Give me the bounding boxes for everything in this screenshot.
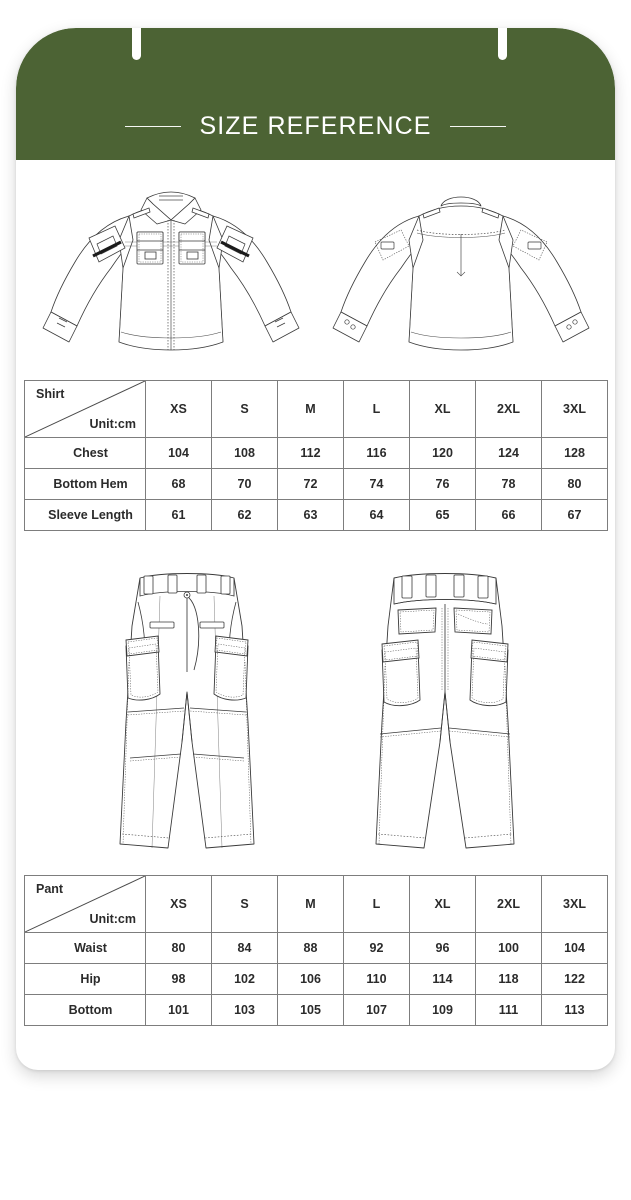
size-header-xl: XL bbox=[410, 381, 476, 438]
size-header-s: S bbox=[212, 876, 278, 933]
measurement-value: 106 bbox=[278, 964, 344, 995]
title-container bbox=[16, 112, 615, 141]
measurement-label-bottom-hem: Bottom Hem bbox=[25, 469, 146, 500]
hanger-notch-right bbox=[498, 28, 507, 60]
measurement-value: 74 bbox=[344, 469, 410, 500]
measurement-value: 101 bbox=[146, 995, 212, 1026]
measurement-label-sleeve-length: Sleeve Length bbox=[25, 500, 146, 531]
corner-header-cell bbox=[25, 876, 146, 933]
measurement-value: 113 bbox=[542, 995, 608, 1026]
size-header-l: L bbox=[344, 381, 410, 438]
measurement-value: 102 bbox=[212, 964, 278, 995]
measurement-value: 68 bbox=[146, 469, 212, 500]
measurement-value: 67 bbox=[542, 500, 608, 531]
shirt-back-illustration bbox=[327, 180, 595, 366]
size-header-xs: XS bbox=[146, 381, 212, 438]
shirt-size-table bbox=[24, 380, 608, 531]
measurement-value: 64 bbox=[344, 500, 410, 531]
shirt-illustrations bbox=[16, 180, 615, 370]
measurement-value: 88 bbox=[278, 933, 344, 964]
measurement-label-bottom: Bottom bbox=[25, 995, 146, 1026]
title-rule-left bbox=[125, 126, 181, 128]
measurement-value: 92 bbox=[344, 933, 410, 964]
measurement-value: 122 bbox=[542, 964, 608, 995]
pant-illustrations bbox=[16, 562, 615, 872]
measurement-value: 120 bbox=[410, 438, 476, 469]
measurement-value: 103 bbox=[212, 995, 278, 1026]
measurement-value: 109 bbox=[410, 995, 476, 1026]
measurement-value: 116 bbox=[344, 438, 410, 469]
measurement-value: 61 bbox=[146, 500, 212, 531]
measurement-value: 70 bbox=[212, 469, 278, 500]
measurement-value: 96 bbox=[410, 933, 476, 964]
garment-type-label: Shirt bbox=[36, 387, 65, 401]
measurement-value: 128 bbox=[542, 438, 608, 469]
measurement-value: 114 bbox=[410, 964, 476, 995]
measurement-value: 105 bbox=[278, 995, 344, 1026]
measurement-value: 62 bbox=[212, 500, 278, 531]
measurement-value: 84 bbox=[212, 933, 278, 964]
size-header-l: L bbox=[344, 876, 410, 933]
table-row bbox=[25, 469, 608, 500]
table-row bbox=[25, 500, 608, 531]
measurement-value: 80 bbox=[146, 933, 212, 964]
measurement-value: 78 bbox=[476, 469, 542, 500]
size-header-3xl: 3XL bbox=[542, 876, 608, 933]
pant-size-table bbox=[24, 875, 608, 1026]
size-header-m: M bbox=[278, 876, 344, 933]
size-header-m: M bbox=[278, 381, 344, 438]
title-rule-right bbox=[450, 126, 506, 128]
size-header-xl: XL bbox=[410, 876, 476, 933]
measurement-value: 76 bbox=[410, 469, 476, 500]
measurement-value: 111 bbox=[476, 995, 542, 1026]
size-header-3xl: 3XL bbox=[542, 381, 608, 438]
hanger-notch-left bbox=[132, 28, 141, 60]
measurement-value: 108 bbox=[212, 438, 278, 469]
table-row bbox=[25, 933, 608, 964]
unit-label: Unit:cm bbox=[89, 417, 136, 431]
table-header-row bbox=[25, 381, 608, 438]
measurement-value: 112 bbox=[278, 438, 344, 469]
size-header-2xl: 2XL bbox=[476, 876, 542, 933]
pant-size-table-container bbox=[24, 875, 607, 1026]
page-title: SIZE REFERENCE bbox=[199, 112, 432, 140]
shirt-size-table-container bbox=[24, 380, 607, 531]
size-header-s: S bbox=[212, 381, 278, 438]
measurement-value: 72 bbox=[278, 469, 344, 500]
size-header-xs: XS bbox=[146, 876, 212, 933]
measurement-value: 65 bbox=[410, 500, 476, 531]
measurement-value: 63 bbox=[278, 500, 344, 531]
measurement-value: 66 bbox=[476, 500, 542, 531]
table-row bbox=[25, 438, 608, 469]
measurement-value: 104 bbox=[542, 933, 608, 964]
size-header-2xl: 2XL bbox=[476, 381, 542, 438]
measurement-value: 110 bbox=[344, 964, 410, 995]
table-row bbox=[25, 964, 608, 995]
garment-type-label: Pant bbox=[36, 882, 64, 896]
pant-back-illustration bbox=[340, 562, 550, 862]
measurement-value: 104 bbox=[146, 438, 212, 469]
unit-label: Unit:cm bbox=[89, 912, 136, 926]
table-header-row bbox=[25, 876, 608, 933]
measurement-value: 98 bbox=[146, 964, 212, 995]
measurement-value: 118 bbox=[476, 964, 542, 995]
measurement-label-chest: Chest bbox=[25, 438, 146, 469]
card-header bbox=[16, 28, 615, 160]
measurement-value: 80 bbox=[542, 469, 608, 500]
measurement-value: 124 bbox=[476, 438, 542, 469]
table-row bbox=[25, 995, 608, 1026]
measurement-value: 107 bbox=[344, 995, 410, 1026]
shirt-front-illustration bbox=[37, 180, 305, 366]
measurement-value: 100 bbox=[476, 933, 542, 964]
measurement-label-hip: Hip bbox=[25, 964, 146, 995]
pant-front-illustration bbox=[82, 562, 292, 862]
size-reference-card bbox=[16, 28, 615, 1070]
measurement-label-waist: Waist bbox=[25, 933, 146, 964]
corner-header-cell bbox=[25, 381, 146, 438]
